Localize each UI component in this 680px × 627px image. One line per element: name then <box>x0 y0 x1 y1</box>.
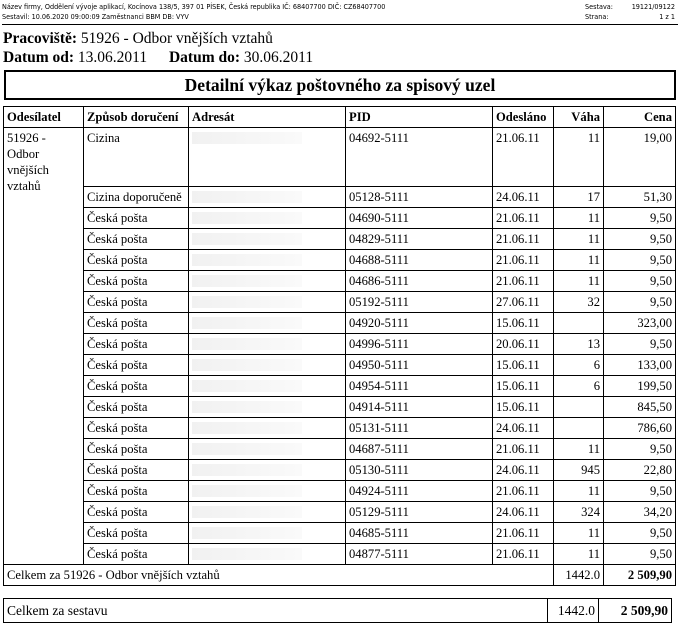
price-cell: 9,50 <box>604 292 676 313</box>
sent-cell: 21.06.11 <box>493 523 554 544</box>
table-row <box>4 502 676 523</box>
pid-cell: 04924-5111 <box>346 481 493 502</box>
redacted-addressee <box>192 485 302 497</box>
report-header <box>2 2 678 25</box>
pid-cell: 04950-5111 <box>346 355 493 376</box>
col-price: Cena <box>604 107 676 128</box>
pid-cell: 04920-5111 <box>346 313 493 334</box>
addressee-cell <box>189 502 346 523</box>
sent-cell: 24.06.11 <box>493 187 554 208</box>
grand-total-table <box>3 598 672 623</box>
redacted-addressee <box>192 380 302 392</box>
table-row <box>4 376 676 397</box>
addressee-cell <box>189 208 346 229</box>
redacted-addressee <box>192 464 302 476</box>
table-row <box>4 418 676 439</box>
addressee-cell <box>189 523 346 544</box>
addressee-cell <box>189 355 346 376</box>
col-pid: PID <box>346 107 493 128</box>
header-left <box>2 2 385 22</box>
pracoviste-value: 51926 - Odbor vnějších vztahů <box>80 30 273 47</box>
pid-cell: 04687-5111 <box>346 439 493 460</box>
price-cell: 9,50 <box>604 250 676 271</box>
table-row <box>4 208 676 229</box>
addressee-cell <box>189 397 346 418</box>
redacted-addressee <box>192 233 302 245</box>
method-cell: Česká pošta <box>84 418 189 439</box>
method-cell: Česká pošta <box>84 208 189 229</box>
addressee-cell <box>189 250 346 271</box>
redacted-addressee <box>192 548 302 560</box>
col-method: Způsob doručení <box>84 107 189 128</box>
addressee-cell <box>189 271 346 292</box>
weight-cell: 11 <box>554 208 604 229</box>
price-cell: 323,00 <box>604 313 676 334</box>
price-cell: 9,50 <box>604 481 676 502</box>
price-cell: 199,50 <box>604 376 676 397</box>
pid-cell: 04688-5111 <box>346 250 493 271</box>
pid-cell: 05192-5111 <box>346 292 493 313</box>
method-cell: Česká pošta <box>84 460 189 481</box>
weight-cell <box>554 313 604 334</box>
price-cell: 9,50 <box>604 208 676 229</box>
col-weight: Váha <box>554 107 604 128</box>
price-cell: 9,50 <box>604 439 676 460</box>
weight-cell: 324 <box>554 502 604 523</box>
redacted-addressee <box>192 275 302 287</box>
price-cell: 9,50 <box>604 229 676 250</box>
pid-cell: 04685-5111 <box>346 523 493 544</box>
redacted-addressee <box>192 527 302 539</box>
price-cell: 19,00 <box>604 128 676 187</box>
weight-cell: 945 <box>554 460 604 481</box>
table-row <box>4 128 676 187</box>
addressee-cell <box>189 128 346 187</box>
price-cell: 133,00 <box>604 355 676 376</box>
sestava-label: Sestava: <box>585 2 613 11</box>
strana-label: Strana: <box>585 12 609 21</box>
table-row <box>4 397 676 418</box>
sent-cell: 21.06.11 <box>493 544 554 565</box>
redacted-addressee <box>192 212 302 224</box>
method-cell: Česká pošta <box>84 229 189 250</box>
price-cell: 845,50 <box>604 397 676 418</box>
sent-cell: 20.06.11 <box>493 334 554 355</box>
method-cell: Cizina <box>84 128 189 187</box>
table-row <box>4 334 676 355</box>
table-row <box>4 544 676 565</box>
method-cell: Česká pošta <box>84 481 189 502</box>
pid-cell: 04692-5111 <box>346 128 493 187</box>
header-right <box>585 2 678 22</box>
sent-cell: 21.06.11 <box>493 128 554 187</box>
sender-cell: 51926 - Odbor vnějších vztahů <box>4 128 84 565</box>
table-row <box>4 460 676 481</box>
table-row <box>4 481 676 502</box>
method-cell: Česká pošta <box>84 334 189 355</box>
sent-cell: 21.06.11 <box>493 481 554 502</box>
pid-cell: 04914-5111 <box>346 397 493 418</box>
price-cell: 9,50 <box>604 334 676 355</box>
table-header-row <box>4 107 676 128</box>
pid-cell: 04829-5111 <box>346 229 493 250</box>
pid-cell: 04996-5111 <box>346 334 493 355</box>
weight-cell: 11 <box>554 544 604 565</box>
sent-cell: 21.06.11 <box>493 229 554 250</box>
redacted-addressee <box>192 132 302 144</box>
pid-cell: 05128-5111 <box>346 187 493 208</box>
pid-cell: 04690-5111 <box>346 208 493 229</box>
subtotal-price: 2 509,90 <box>604 565 676 586</box>
report-title: Detailní výkaz poštovného za spisový uzel <box>4 70 676 100</box>
company-line: Název firmy, Oddělení vývoje aplikací, Kocínova 138/5, 397 01 PÍSEK, Česká republika IČ: 68407700 DIČ: CZ68407700 <box>2 2 386 11</box>
created-line: Sestavil: 10.06.2020 09:00:09 Zaměstnanci BBM DB: VYV <box>2 12 189 21</box>
sent-cell: 15.06.11 <box>493 355 554 376</box>
addressee-cell <box>189 334 346 355</box>
method-cell: Česká pošta <box>84 271 189 292</box>
subtotal-label: Celkem za 51926 - Odbor vnějších vztahů <box>4 565 554 586</box>
table-row <box>4 187 676 208</box>
pracoviste-label: Pracoviště: <box>3 30 78 47</box>
price-cell: 51,30 <box>604 187 676 208</box>
redacted-addressee <box>192 317 302 329</box>
price-cell: 786,60 <box>604 418 676 439</box>
method-cell: Česká pošta <box>84 544 189 565</box>
method-cell: Česká pošta <box>84 313 189 334</box>
datum-do-value: 30.06.2011 <box>243 49 314 66</box>
sent-cell: 21.06.11 <box>493 208 554 229</box>
method-cell: Česká pošta <box>84 292 189 313</box>
sent-cell: 27.06.11 <box>493 292 554 313</box>
addressee-cell <box>189 376 346 397</box>
pracoviste-line <box>3 30 273 48</box>
col-addressee: Adresát <box>189 107 346 128</box>
addressee-cell <box>189 439 346 460</box>
redacted-addressee <box>192 338 302 350</box>
grand-total-row <box>4 599 672 623</box>
redacted-addressee <box>192 191 302 203</box>
price-cell: 34,20 <box>604 502 676 523</box>
sent-cell: 15.06.11 <box>493 397 554 418</box>
addressee-cell <box>189 292 346 313</box>
weight-cell: 11 <box>554 271 604 292</box>
price-cell: 22,80 <box>604 460 676 481</box>
method-cell: Česká pošta <box>84 439 189 460</box>
datum-od-label: Datum od: <box>3 49 75 66</box>
pid-cell: 05130-5111 <box>346 460 493 481</box>
sent-cell: 21.06.11 <box>493 250 554 271</box>
redacted-addressee <box>192 506 302 518</box>
method-cell: Česká pošta <box>84 502 189 523</box>
grand-total-weight: 1442.0 <box>548 599 599 623</box>
subtotal-weight: 1442.0 <box>554 565 604 586</box>
weight-cell: 17 <box>554 187 604 208</box>
weight-cell: 32 <box>554 292 604 313</box>
addressee-cell <box>189 544 346 565</box>
redacted-addressee <box>192 422 302 434</box>
method-cell: Česká pošta <box>84 376 189 397</box>
grand-total-label: Celkem za sestavu <box>4 599 548 623</box>
date-line <box>3 49 313 67</box>
postage-table <box>3 106 676 586</box>
weight-cell: 6 <box>554 376 604 397</box>
table-row <box>4 229 676 250</box>
grand-total-price: 2 509,90 <box>599 599 672 623</box>
weight-cell <box>554 418 604 439</box>
sent-cell: 21.06.11 <box>493 439 554 460</box>
addressee-cell <box>189 313 346 334</box>
redacted-addressee <box>192 359 302 371</box>
redacted-addressee <box>192 443 302 455</box>
weight-cell: 13 <box>554 334 604 355</box>
table-row <box>4 250 676 271</box>
sent-cell: 24.06.11 <box>493 460 554 481</box>
table-row <box>4 523 676 544</box>
method-cell: Česká pošta <box>84 397 189 418</box>
method-cell: Česká pošta <box>84 250 189 271</box>
col-sender: Odesílatel <box>4 107 84 128</box>
pid-cell: 04877-5111 <box>346 544 493 565</box>
weight-cell: 11 <box>554 523 604 544</box>
addressee-cell <box>189 418 346 439</box>
sent-cell: 21.06.11 <box>493 271 554 292</box>
subtotal-row <box>4 565 676 586</box>
price-cell: 9,50 <box>604 523 676 544</box>
pid-cell: 04686-5111 <box>346 271 493 292</box>
table-row <box>4 292 676 313</box>
table-row <box>4 355 676 376</box>
col-sent: Odesláno <box>493 107 554 128</box>
price-cell: 9,50 <box>604 271 676 292</box>
weight-cell: 11 <box>554 229 604 250</box>
sent-cell: 15.06.11 <box>493 313 554 334</box>
weight-cell: 11 <box>554 250 604 271</box>
method-cell: Česká pošta <box>84 523 189 544</box>
pid-cell: 04954-5111 <box>346 376 493 397</box>
addressee-cell <box>189 187 346 208</box>
weight-cell: 11 <box>554 439 604 460</box>
method-cell: Česká pošta <box>84 355 189 376</box>
sent-cell: 15.06.11 <box>493 376 554 397</box>
strana-value: 1 z 1 <box>659 12 675 21</box>
addressee-cell <box>189 481 346 502</box>
sestava-value: 19121/09122 <box>631 2 675 11</box>
redacted-addressee <box>192 254 302 266</box>
table-row <box>4 313 676 334</box>
weight-cell <box>554 397 604 418</box>
price-cell: 9,50 <box>604 544 676 565</box>
addressee-cell <box>189 229 346 250</box>
method-cell: Cizina doporučeně <box>84 187 189 208</box>
table-row <box>4 439 676 460</box>
sent-cell: 24.06.11 <box>493 418 554 439</box>
addressee-cell <box>189 460 346 481</box>
weight-cell: 11 <box>554 128 604 187</box>
table-row <box>4 271 676 292</box>
weight-cell: 6 <box>554 355 604 376</box>
sent-cell: 24.06.11 <box>493 502 554 523</box>
redacted-addressee <box>192 401 302 413</box>
datum-do-label: Datum do: <box>168 49 241 66</box>
redacted-addressee <box>192 296 302 308</box>
pid-cell: 05131-5111 <box>346 418 493 439</box>
pid-cell: 05129-5111 <box>346 502 493 523</box>
datum-od-value: 13.06.2011 <box>77 49 148 66</box>
weight-cell: 11 <box>554 481 604 502</box>
